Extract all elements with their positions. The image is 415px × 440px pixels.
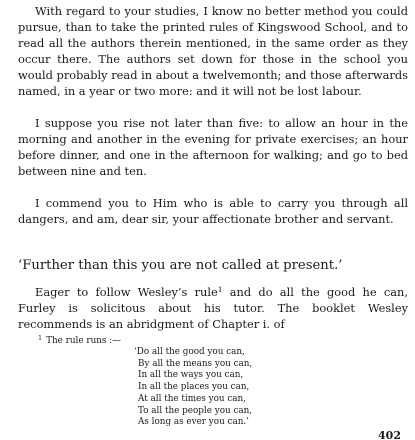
verse-line: By all the means you can,: [138, 358, 253, 369]
footnote-reference-mark: 1: [217, 285, 223, 294]
verse-line: ‘Do all the good you can,: [134, 347, 245, 357]
paragraph-closing: I commend you to Him who is able to carry you through all dangers, and am, dear sir, your affectionate brother and servant.: [18, 196, 408, 227]
page-number: 402: [378, 430, 401, 440]
verse-line: In all the ways you can,: [138, 370, 244, 381]
paragraph-studies: With regard to your studies, I know no better method you could pursue, than to take the printed rules of Kingswood School, and to read all the authors therein mentioned, in the same order as they occur there. The authors set down for those in the school you would probably read in about a twelvemonth; and those afterwards named, in a year or two more: and it will not be lost labour.: [18, 4, 408, 99]
footnote: [38, 335, 121, 347]
footnote-intro-text: The rule runs :—: [46, 336, 121, 346]
paragraph-furley-text-start: Eager to follow Wesley’s rule: [35, 285, 218, 299]
paragraph-furley: [18, 284, 408, 332]
verse-line: To all the people you can,: [138, 405, 253, 416]
footnote-verse: [134, 347, 253, 429]
verse-line: At all the times you can,: [138, 393, 246, 404]
verse-line: As long as ever you can.’: [138, 417, 249, 428]
verse-line: In all the places you can,: [138, 382, 250, 393]
paragraph-schedule: I suppose you rise not later than five: to allow an hour in the morning and another in the evening for private exercises; an hour before dinner, and one in the afternoon for walking; and go to bed between nine and ten.: [18, 116, 408, 179]
footnote-number: 1: [38, 334, 43, 342]
section-heading: ‘Further than this you are not called at present.’: [18, 258, 343, 273]
paragraph-furley-text-end: and do all the good he can, Furley is solicitous about his tutor. The booklet Wesley recommends is an abridgment of Chapter i. of: [18, 285, 408, 332]
